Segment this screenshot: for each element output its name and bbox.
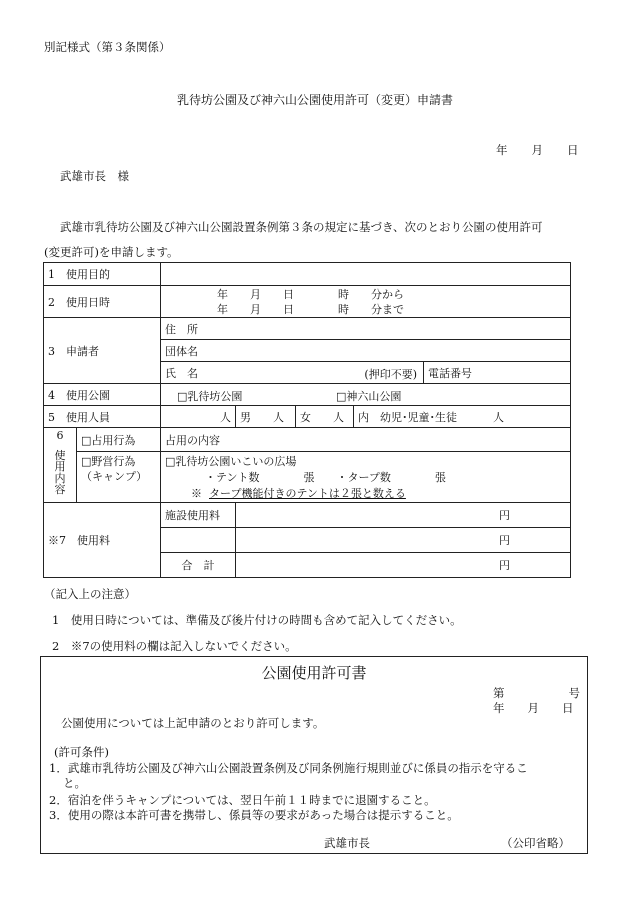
note-2: 2 ※7の使用料の欄は記入しないでください。 [52, 639, 297, 653]
purpose-input[interactable] [161, 263, 571, 286]
note-1: 1 使用日時については、準備及び後片付けの時間も含めて記入してください。 [52, 613, 462, 627]
tent-note-line [165, 486, 566, 502]
condition-1-cont: と。 [63, 776, 86, 790]
park-options [161, 384, 571, 406]
row-usage-occupy [44, 428, 571, 452]
address-field[interactable]: 住 所 [161, 318, 571, 340]
permit-date: 年 月 日 [493, 701, 574, 715]
permit-number [493, 685, 580, 701]
row-usage-camp [44, 452, 571, 503]
people-label: 5 使用人員 [44, 406, 161, 428]
usage-vert-4: 容 [54, 483, 66, 496]
seal-omitted: （公印省略） [501, 836, 570, 850]
addressee: 武雄市長 様 [60, 169, 129, 183]
other-fee-label[interactable] [161, 528, 236, 553]
conditions-heading: (許可条件) [54, 745, 109, 759]
total-fee-label: 合 計 [161, 553, 236, 578]
park-option-jinrokusan[interactable]: □神六山公園 [336, 390, 402, 403]
male-label: 男 [240, 410, 251, 424]
camp-cell [77, 452, 161, 503]
phone-field[interactable]: 電話番号 [424, 362, 571, 384]
notes-heading: （記入上の注意） [44, 587, 136, 601]
fee-label: ※7 使用料 [44, 503, 161, 578]
camp-detail-field[interactable] [161, 452, 571, 503]
row-fee-facility [44, 503, 571, 528]
camp-sublabel: （キャンプ） [81, 470, 148, 483]
facility-fee-label: 施設使用料 [161, 503, 236, 528]
row-datetime [44, 286, 571, 318]
date-line [496, 142, 579, 158]
name-label: 氏 名 [165, 366, 198, 380]
facility-fee-field[interactable]: 円 [236, 503, 571, 528]
park-option-chimachibo[interactable]: □乳待坊公園 [177, 390, 243, 403]
usage-vert-2: 用 [54, 460, 66, 473]
occupy-checkbox[interactable]: □占用行為 [77, 428, 161, 452]
occupy-detail-field[interactable]: 占用の内容 [161, 428, 571, 452]
datetime-input[interactable] [161, 286, 571, 318]
row-applicant-address [44, 318, 571, 340]
camp-checkbox[interactable]: □野営行為 [81, 455, 136, 468]
permit-statement: 公園使用については上記申請のとおり許可します。 [61, 716, 325, 730]
applicant-label: 3 申請者 [44, 318, 161, 384]
datetime-from: 年 月 日 時 分から [217, 287, 404, 301]
tent-count-line: ・テント数 張 ・タープ数 張 [205, 471, 446, 484]
row-purpose [44, 263, 571, 286]
park-label: 4 使用公園 [44, 384, 161, 406]
permit-box [40, 656, 588, 854]
people-total-field[interactable]: 人 [161, 406, 236, 428]
form-title: 乳待坊公園及び神六山公園使用許可（変更）申請書 [176, 93, 453, 107]
male-unit: 人 [273, 410, 284, 424]
application-table [43, 262, 571, 578]
row-park [44, 384, 571, 406]
seal-note: (押印不要) [364, 368, 417, 381]
group-field[interactable]: 団体名 [161, 340, 571, 362]
permit-title: 公園使用許可書 [261, 664, 367, 682]
intro-text-line1: 武雄市乳待坊公園及び神六山公園設置条例第３条の規定に基づき、次のとおり公園の使用許可 [60, 220, 543, 234]
datetime-to: 年 月 日 時 分まで [217, 302, 404, 316]
camp-place-checkbox[interactable]: □乳待坊公園いこいの広場 [165, 455, 297, 468]
note-mark: ※ [191, 487, 202, 500]
condition-1: 1．武雄市乳待坊公園及び神六山公園設置条例及び同条例施行規則並びに係員の指示を守るこ [49, 761, 528, 775]
usage-content-label [44, 428, 77, 503]
form-label: 別記様式（第３条関係） [44, 40, 171, 54]
row-people [44, 406, 571, 428]
breakdown-unit: 人 [493, 410, 504, 424]
people-breakdown-field[interactable] [354, 406, 571, 428]
intro-text-line2: (変更許可)を申請します。 [44, 245, 179, 259]
female-label: 女 [300, 410, 311, 424]
people-male-field[interactable] [236, 406, 296, 428]
condition-3: 3．使用の際は本許可書を携帯し、係員等の要求があった場合は提示すること。 [49, 808, 459, 822]
name-field[interactable] [161, 362, 424, 384]
people-female-field[interactable] [296, 406, 354, 428]
datetime-label: 2 使用日時 [44, 286, 161, 318]
female-unit: 人 [333, 410, 344, 424]
tent-note: タープ機能付きのテントは２張と数える [209, 487, 406, 500]
usage-vert-1: 使 [54, 448, 66, 462]
breakdown-label: 内 幼児･児童･生徒 [358, 410, 457, 424]
usage-number: 6 [56, 429, 64, 442]
date-year-label: 年 [496, 143, 508, 157]
other-fee-field[interactable]: 円 [236, 528, 571, 553]
usage-vert-3: 内 [54, 471, 66, 485]
purpose-label: 1 使用目的 [44, 263, 161, 286]
permit-number-suffix: 号 [568, 686, 580, 700]
date-day-label: 日 [567, 143, 579, 157]
date-month-label: 月 [531, 143, 543, 157]
total-fee-field[interactable]: 円 [236, 553, 571, 578]
condition-2: 2．宿泊を伴うキャンプについては、翌日午前１１時までに退園すること。 [49, 793, 436, 807]
permit-number-prefix: 第 [493, 686, 505, 700]
issuer: 武雄市長 [324, 836, 370, 850]
